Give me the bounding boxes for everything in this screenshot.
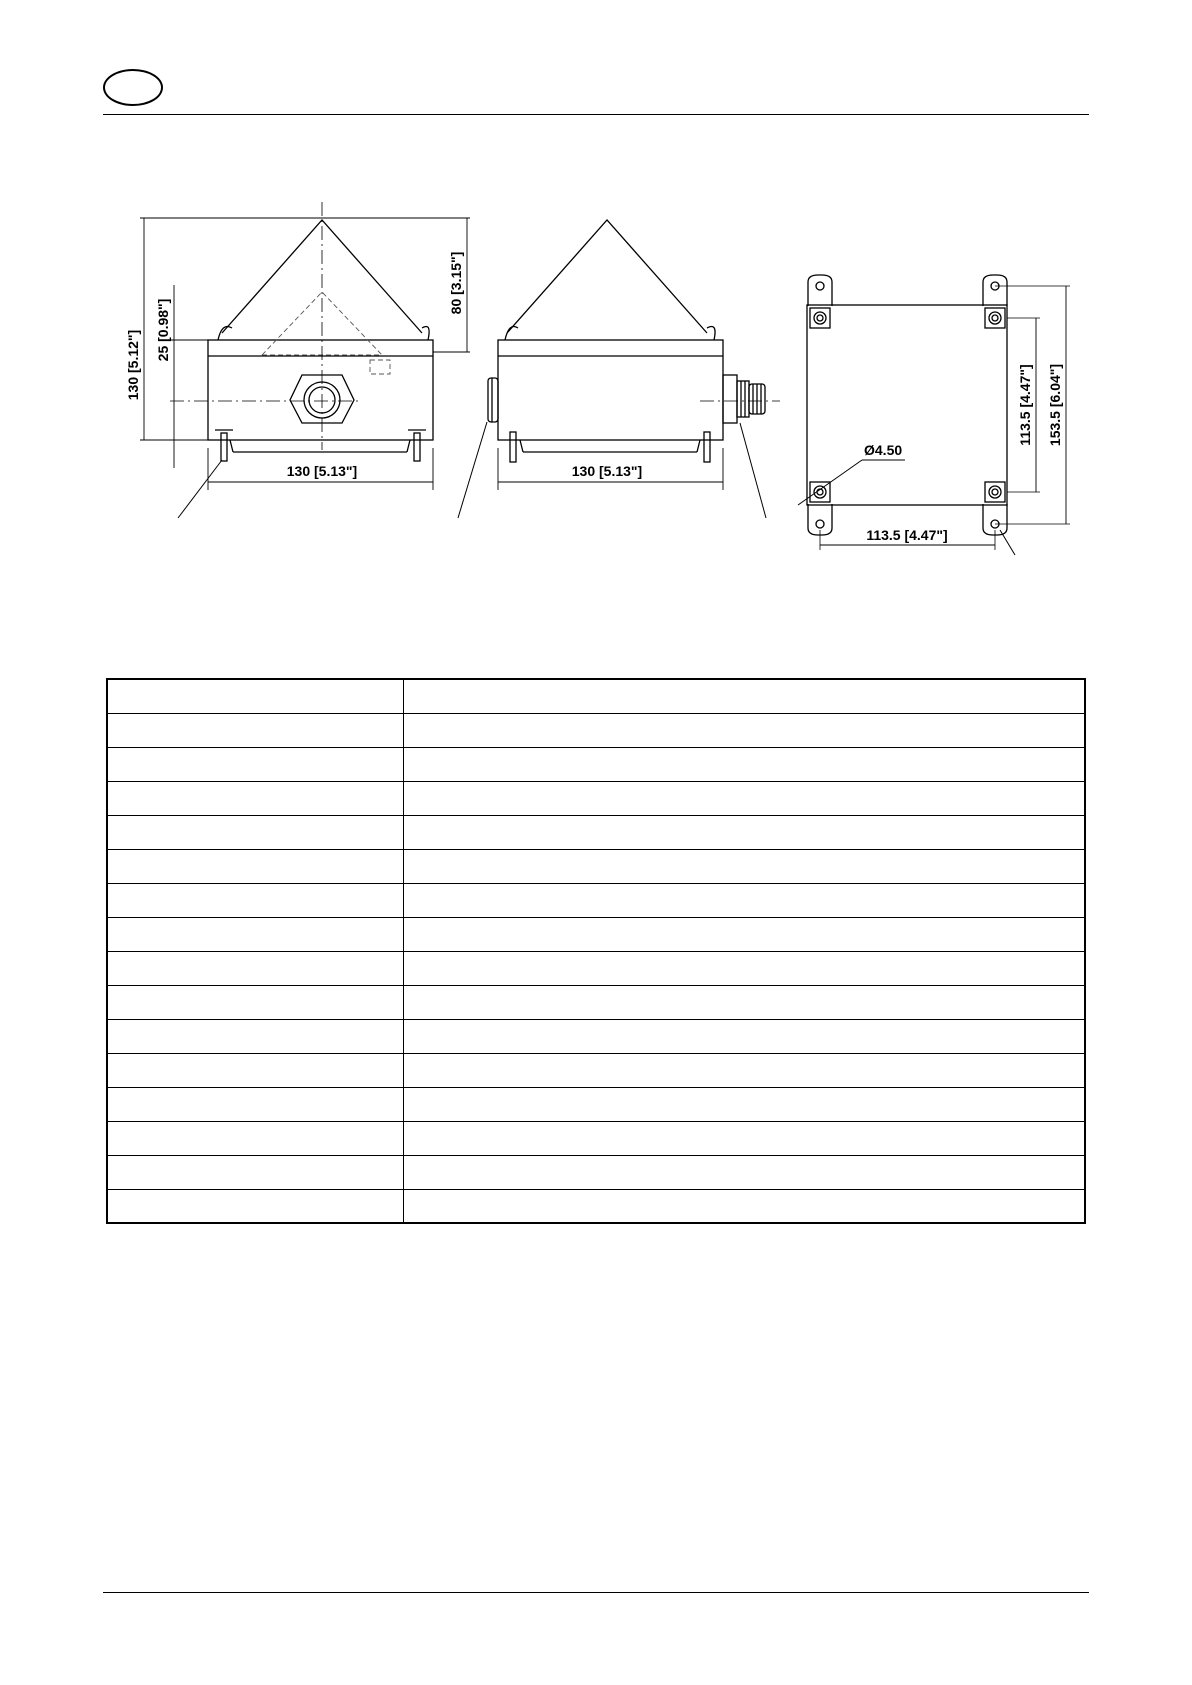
table-cell-label	[107, 1155, 403, 1189]
table-cell-value	[403, 917, 1085, 951]
table-row	[107, 1087, 1085, 1121]
table-row	[107, 951, 1085, 985]
table-row	[107, 1121, 1085, 1155]
dim-hole-diameter: Ø4.50	[864, 442, 903, 458]
table-cell-label	[107, 883, 403, 917]
table-cell-value	[403, 985, 1085, 1019]
dim-total-height: 130 [5.12"]	[125, 329, 141, 401]
specification-table	[106, 678, 1086, 1224]
table-cell-label	[107, 951, 403, 985]
side-housing	[498, 340, 723, 440]
table-cell-label	[107, 1087, 403, 1121]
dim-side-width: 130 [5.13"]	[571, 463, 643, 479]
table-row	[107, 747, 1085, 781]
table-cell-value	[403, 951, 1085, 985]
table-cell-label	[107, 849, 403, 883]
side-dome	[507, 220, 707, 333]
table-cell-value	[403, 1087, 1085, 1121]
table-row	[107, 679, 1085, 713]
table-row	[107, 1189, 1085, 1223]
table-cell-value	[403, 679, 1085, 713]
language-badge	[103, 69, 163, 106]
technical-drawing-svg	[0, 200, 1192, 570]
footer-rule	[103, 1592, 1089, 1593]
table-row	[107, 1155, 1085, 1189]
table-cell-value	[403, 1189, 1085, 1223]
table-row	[107, 985, 1085, 1019]
table-cell-label	[107, 781, 403, 815]
header-rule	[103, 114, 1089, 115]
table-cell-value	[403, 1121, 1085, 1155]
table-row	[107, 781, 1085, 815]
page-header	[0, 0, 1192, 120]
table-cell-value	[403, 1155, 1085, 1189]
table-cell-label	[107, 1019, 403, 1053]
table-row	[107, 1053, 1085, 1087]
table-cell-value	[403, 883, 1085, 917]
dim-hole-pitch-horizontal: 113.5 [4.47"]	[866, 527, 948, 543]
table-row	[107, 1019, 1085, 1053]
table-cell-label	[107, 1053, 403, 1087]
dim-dome-height: 80 [3.15"]	[448, 251, 464, 315]
table-cell-label	[107, 1189, 403, 1223]
dimension-drawing	[0, 200, 1192, 570]
table-row	[107, 917, 1085, 951]
table-cell-label	[107, 917, 403, 951]
dim-mount-height: 25 [0.98"]	[155, 298, 171, 362]
table-cell-value	[403, 713, 1085, 747]
table-cell-label	[107, 747, 403, 781]
table-cell-label	[107, 713, 403, 747]
dim-hole-pitch-vertical: 113.5 [4.47"]	[1017, 364, 1033, 446]
table-row	[107, 849, 1085, 883]
table-cell-label	[107, 1121, 403, 1155]
table-cell-value	[403, 781, 1085, 815]
table-cell-label	[107, 679, 403, 713]
dim-overall-length: 153.5 [6.04"]	[1047, 363, 1063, 447]
table-cell-label	[107, 985, 403, 1019]
table-cell-label	[107, 815, 403, 849]
table-cell-value	[403, 849, 1085, 883]
table-cell-value	[403, 747, 1085, 781]
table-row	[107, 815, 1085, 849]
table-cell-value	[403, 1053, 1085, 1087]
table-row	[107, 713, 1085, 747]
dim-front-width: 130 [5.13"]	[286, 463, 358, 479]
table-cell-value	[403, 1019, 1085, 1053]
table-row	[107, 883, 1085, 917]
top-housing	[807, 305, 1007, 505]
table-cell-value	[403, 815, 1085, 849]
